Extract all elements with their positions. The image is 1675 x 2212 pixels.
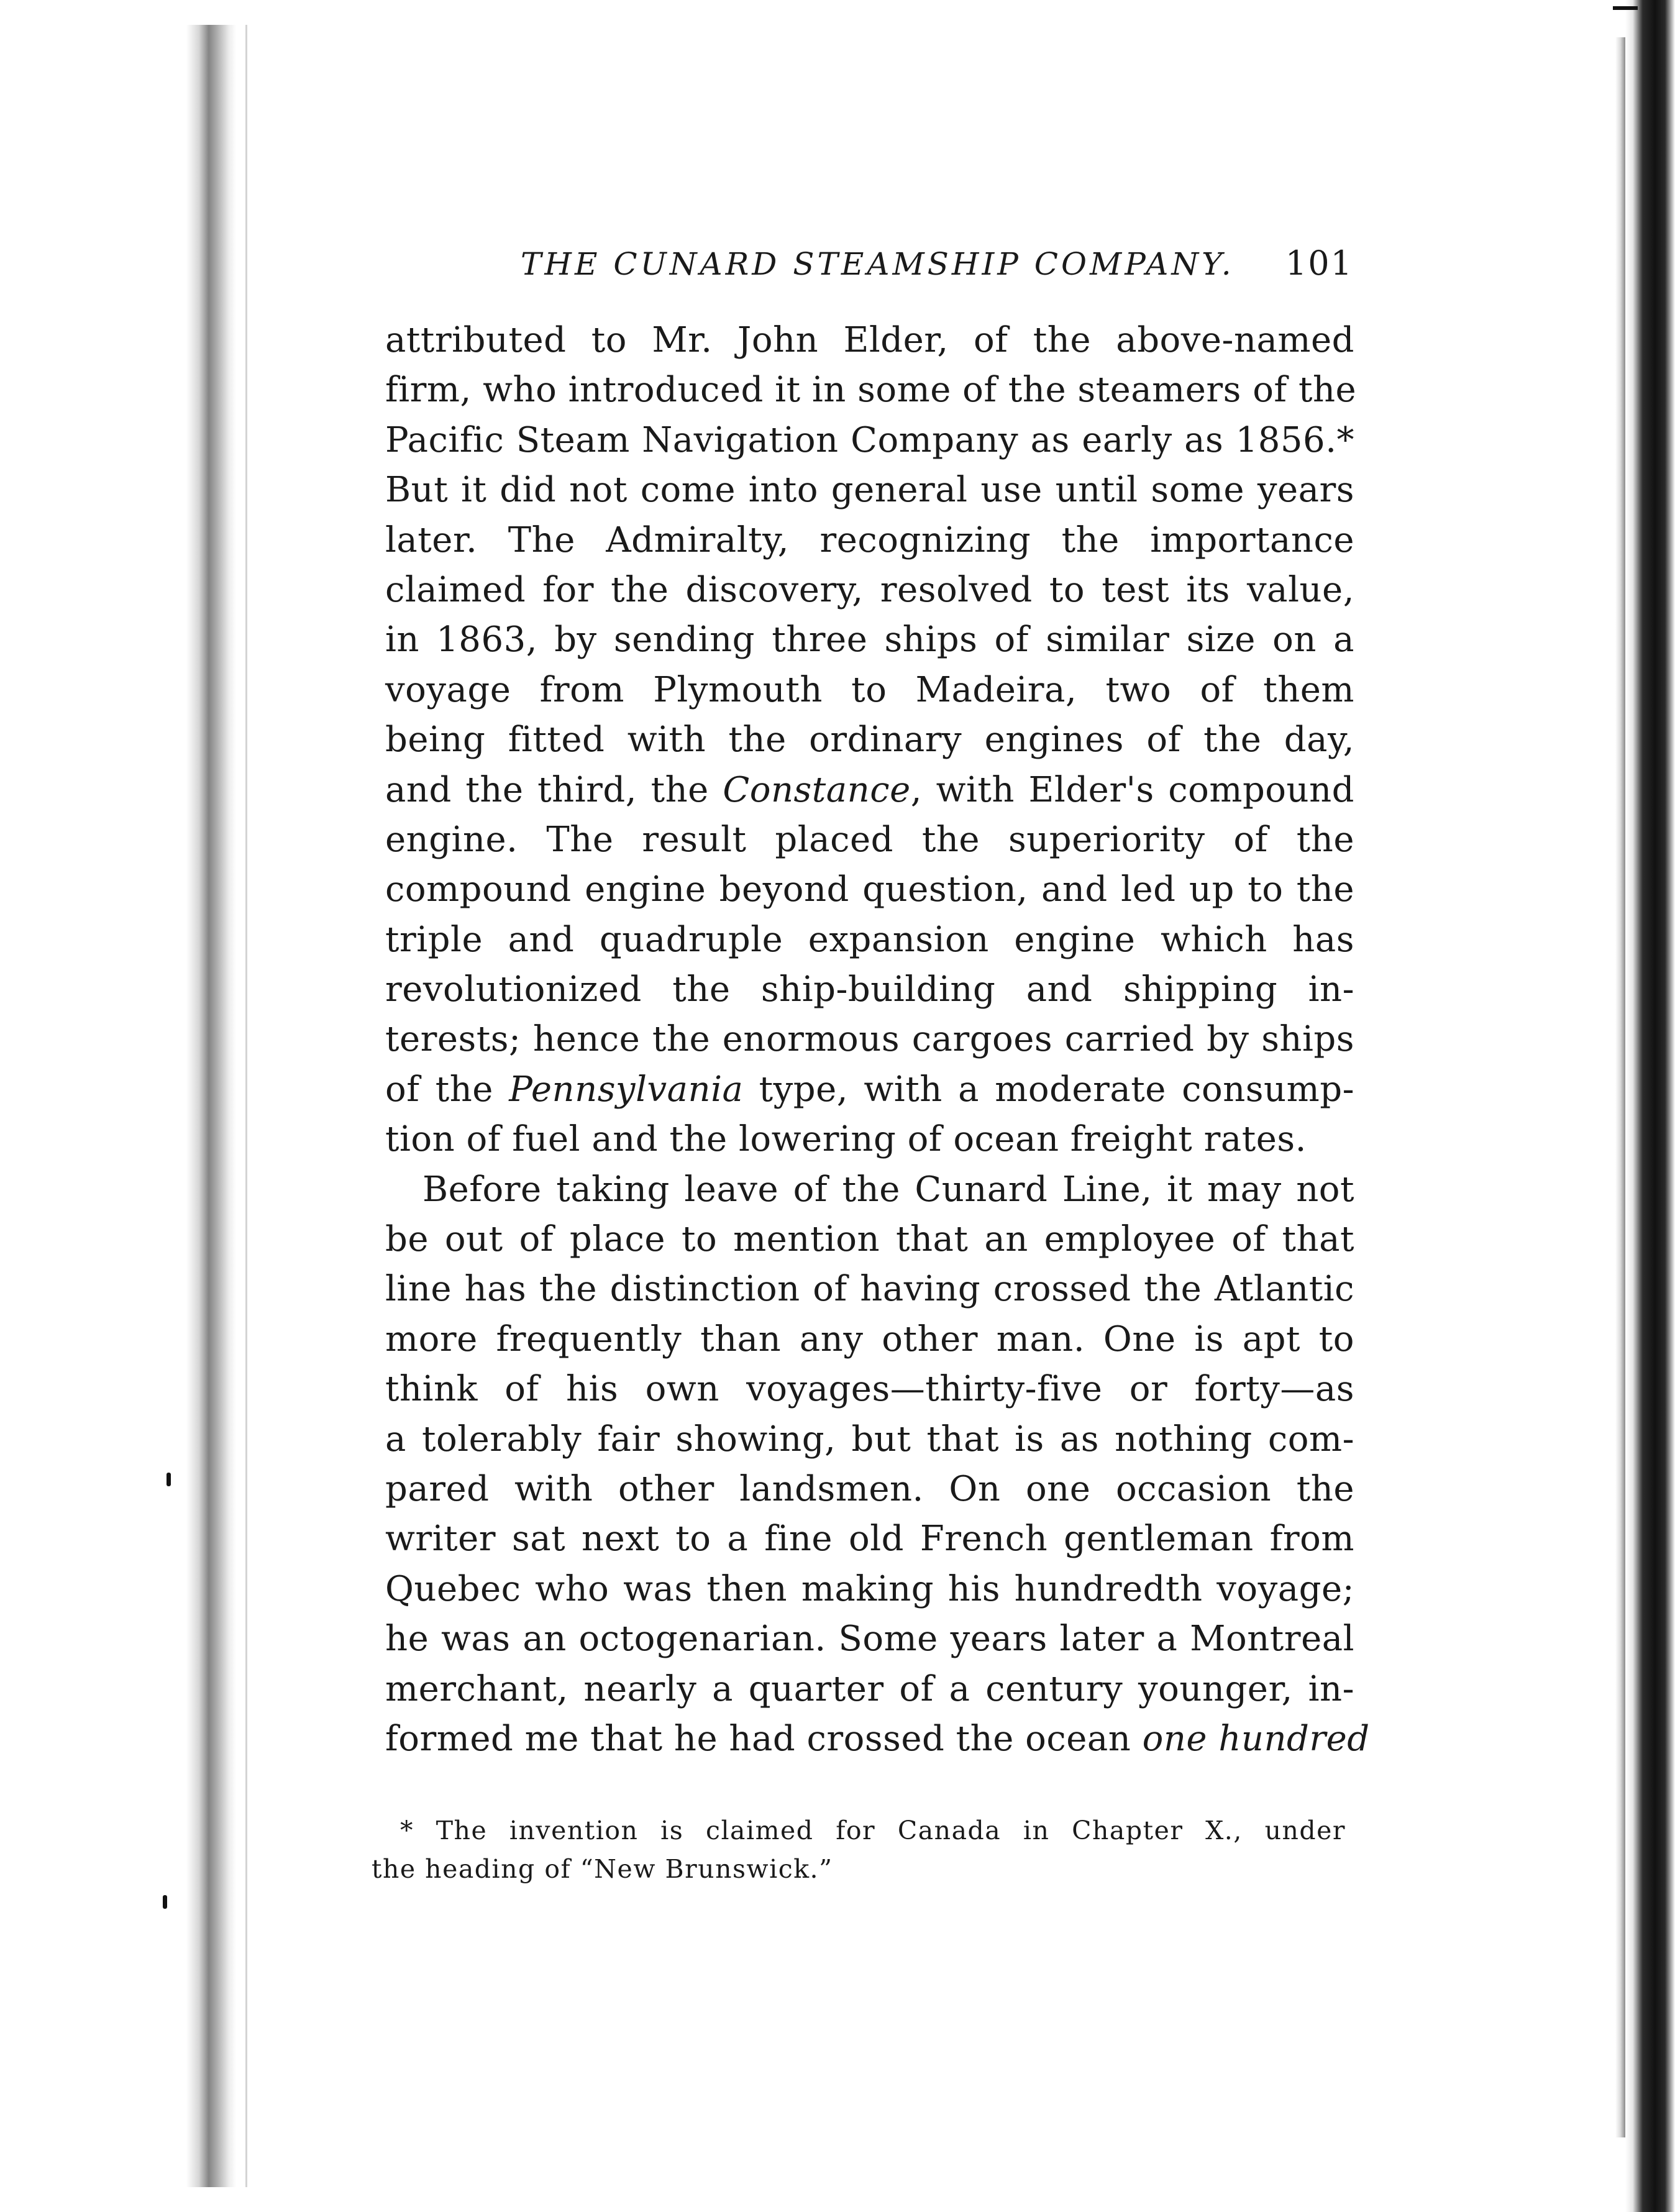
- scan-mark: [1613, 6, 1638, 10]
- text-line: Pacific Steam Navigation Company as early as 1856.*: [385, 419, 1354, 460]
- running-head: [521, 244, 1353, 293]
- text-line: a tolerably fair showing, but that is as nothing com-: [385, 1419, 1354, 1460]
- italic-phrase: one hundred: [1142, 1718, 1370, 1759]
- text-line: attributed to Mr. John Elder, of the above-named: [385, 320, 1354, 360]
- text-line: being fitted with the ordinary engines of the day,: [385, 720, 1354, 761]
- text-line: triple and quadruple expansion engine which has: [385, 919, 1354, 960]
- text-segment: , with Elder's compound: [910, 769, 1354, 810]
- text-line: claimed for the discovery, resolved to test its value,: [385, 569, 1354, 610]
- text-line: pared with other landsmen. On one occasion the: [385, 1468, 1354, 1509]
- margin-speck: [163, 1895, 167, 1909]
- text-line: more frequently than any other man. One is apt to: [385, 1319, 1354, 1360]
- text-segment: of the: [385, 1069, 509, 1110]
- page-fold-line: [245, 25, 247, 2187]
- text-line: compound engine beyond question, and led up to the: [385, 869, 1354, 910]
- paragraph-start: Before taking leave of the Cunard Line, it may not: [422, 1169, 1354, 1210]
- text-line: in 1863, by sending three ships of similar size on a: [385, 619, 1354, 660]
- margin-speck: [167, 1473, 171, 1486]
- text-segment: type, with a moderate consump-: [743, 1069, 1354, 1110]
- text-line: revolutionized the ship-building and shipping in-: [385, 969, 1354, 1010]
- text-line: firm, who introduced it in some of the steamers of the: [385, 370, 1357, 411]
- text-line: [385, 766, 1354, 815]
- running-title: THE CUNARD STEAMSHIP COMPANY.: [521, 246, 1235, 282]
- text-line: writer sat next to a fine old French gentleman from: [385, 1519, 1354, 1560]
- text-line: Quebec who was then making his hundredth voyage;: [385, 1568, 1354, 1609]
- ship-name-pennsylvania: Pennsylvania: [509, 1069, 744, 1110]
- text-line: later. The Admiralty, recognizing the importance: [385, 519, 1354, 560]
- text-line: [385, 1714, 1370, 1764]
- book-page-edges: [1625, 0, 1675, 2212]
- text-line: line has the distinction of having crossed the Atlantic: [385, 1269, 1354, 1310]
- text-line: engine. The result placed the superiority of the: [385, 819, 1354, 860]
- footnote-line: the heading of “New Brunswick.”: [372, 1854, 833, 1884]
- ship-name-constance: Constance: [723, 769, 911, 810]
- text-line: he was an octogenarian. Some years later a Montreal: [385, 1619, 1354, 1660]
- text-line: merchant, nearly a quarter of a century younger, in-: [385, 1668, 1354, 1709]
- page-edge-shadow: [1615, 37, 1625, 2137]
- text-line: think of his own voyages—thirty-five or forty—as: [385, 1369, 1354, 1410]
- footnote: [372, 1811, 1346, 1888]
- text-line: tion of fuel and the lowering of ocean freight rates.: [385, 1119, 1307, 1160]
- text-line: [385, 1065, 1354, 1115]
- text-segment: and the third, the: [385, 769, 723, 810]
- text-line: be out of place to mention that an employee of that: [385, 1219, 1354, 1260]
- text-segment: formed me that he had crossed the ocean: [385, 1718, 1143, 1759]
- body-text: [385, 316, 1370, 1764]
- page-number: 101: [1285, 244, 1353, 283]
- text-line: voyage from Plymouth to Madeira, two of them: [385, 669, 1354, 710]
- book-gutter-shadow: [186, 25, 236, 2187]
- footnote-line: * The invention is claimed for Canada in Chapter X., under: [400, 1816, 1346, 1845]
- text-line: But it did not come into general use until some years: [385, 470, 1354, 511]
- text-line: terests; hence the enormous cargoes carried by ships: [385, 1019, 1354, 1060]
